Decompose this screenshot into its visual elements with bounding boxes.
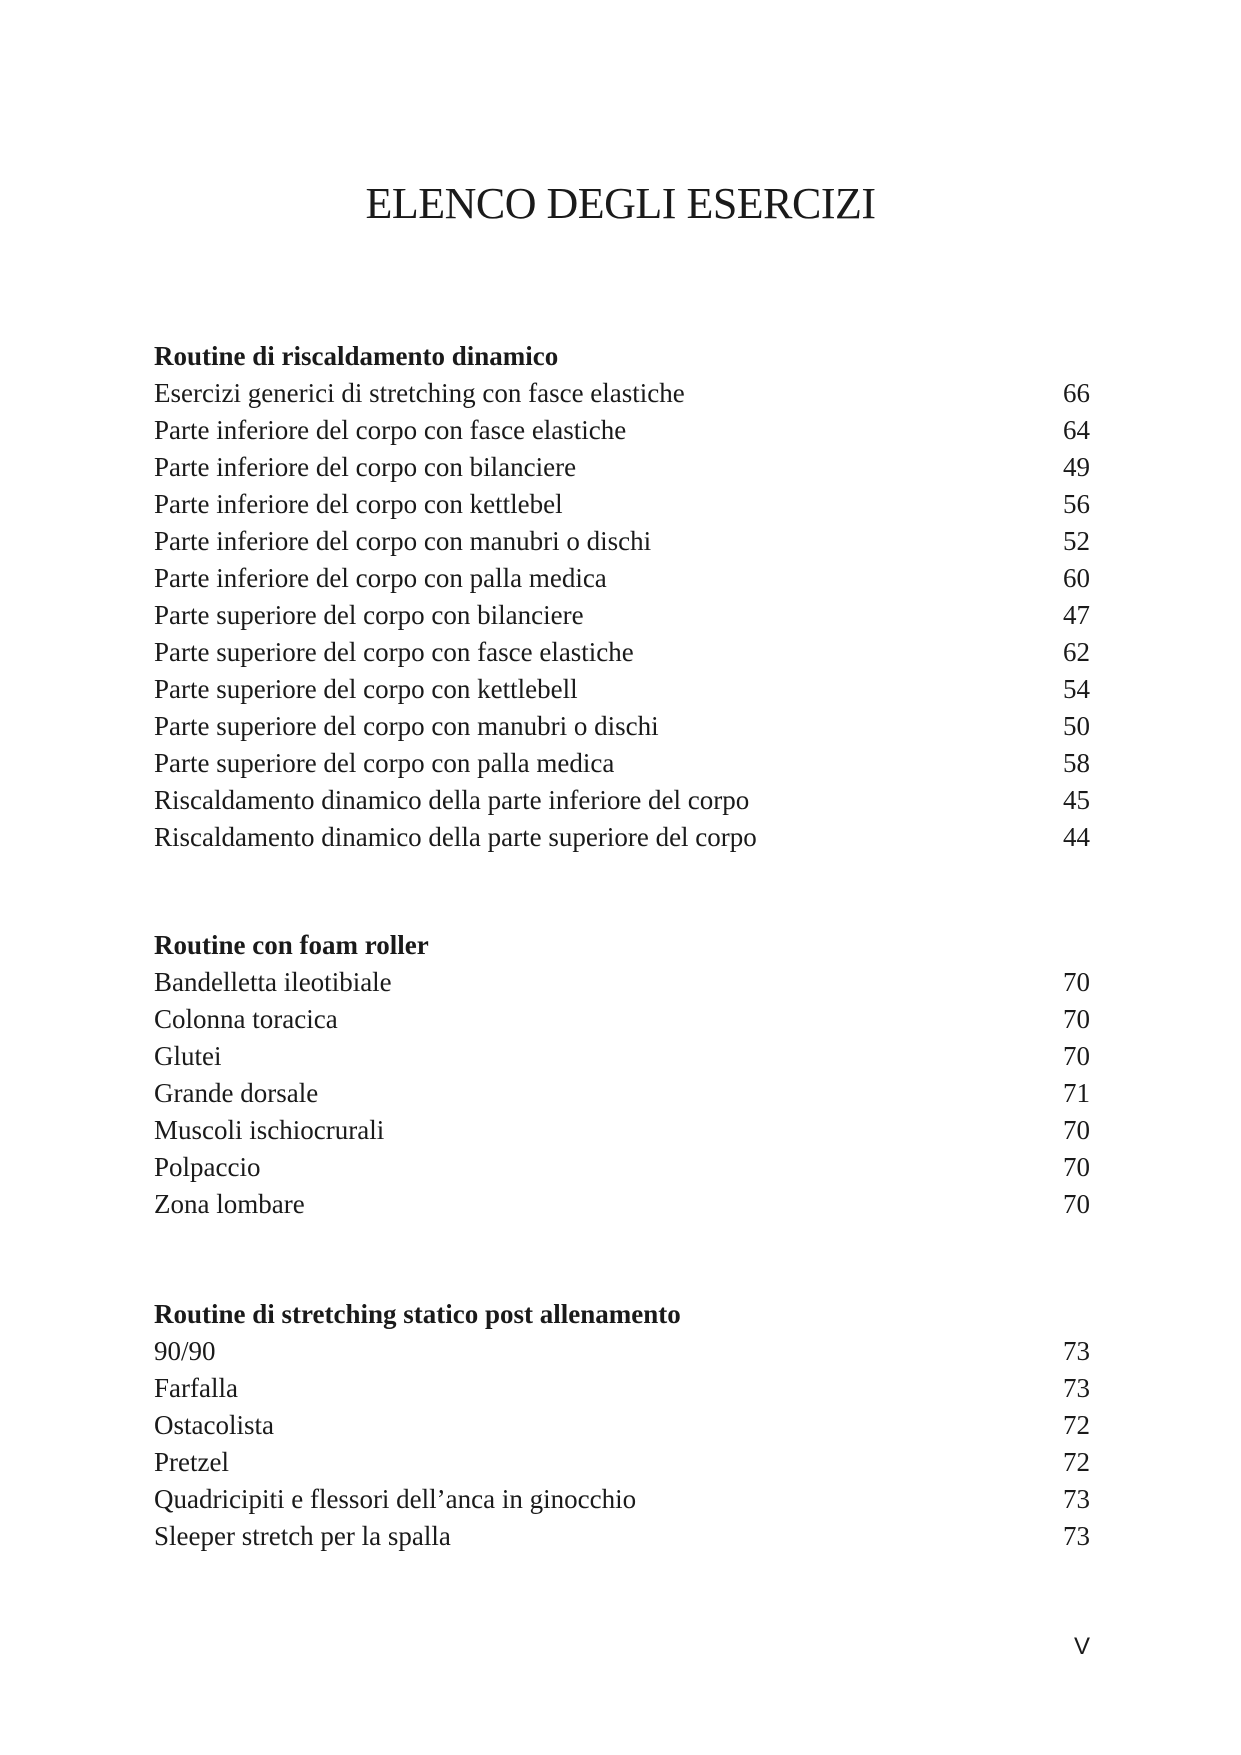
entry-label: Sleeper stretch per la spalla xyxy=(154,1521,451,1551)
entry-page: 45 xyxy=(1063,785,1090,815)
list-item xyxy=(154,1407,1090,1444)
entry-label: Riscaldamento dinamico della parte inferiore del corpo xyxy=(154,785,750,815)
entry-label: Parte superiore del corpo con palla medica xyxy=(154,748,615,778)
entry-page: 71 xyxy=(1063,1078,1090,1108)
entry-page: 73 xyxy=(1063,1373,1090,1403)
entry-label: Parte inferiore del corpo con fasce elastiche xyxy=(154,415,627,445)
section-heading: Routine di riscaldamento dinamico xyxy=(154,341,559,371)
list-item xyxy=(154,1001,1090,1038)
entry-page: 54 xyxy=(1063,674,1090,704)
list-item xyxy=(154,449,1090,486)
entry-label: Parte superiore del corpo con fasce elastiche xyxy=(154,637,634,667)
list-item xyxy=(154,1481,1090,1518)
entry-page: 73 xyxy=(1063,1484,1090,1514)
list-item xyxy=(154,486,1090,523)
entry-label: Pretzel xyxy=(154,1447,229,1477)
list-item xyxy=(154,1518,1090,1555)
list-item xyxy=(154,560,1090,597)
list-item xyxy=(154,412,1090,449)
list-item xyxy=(154,1149,1090,1186)
section-foam-roller xyxy=(154,927,1090,1223)
entry-page: 56 xyxy=(1063,489,1090,519)
section-heading: Routine con foam roller xyxy=(154,930,429,960)
entry-page: 70 xyxy=(1063,1189,1090,1219)
entry-label: Bandelletta ileotibiale xyxy=(154,967,392,997)
entry-page: 66 xyxy=(1063,378,1090,408)
entry-page: 72 xyxy=(1063,1410,1090,1440)
list-item xyxy=(154,1370,1090,1407)
entry-label: Parte inferiore del corpo con palla medica xyxy=(154,563,607,593)
entry-page: 73 xyxy=(1063,1521,1090,1551)
entry-page: 44 xyxy=(1063,822,1090,852)
section-heading: Routine di stretching statico post allenamento xyxy=(154,1299,681,1329)
list-item xyxy=(154,597,1090,634)
section-static-stretching xyxy=(154,1296,1090,1555)
page-title: ELENCO DEGLI ESERCIZI xyxy=(365,179,876,228)
entry-page: 70 xyxy=(1063,1041,1090,1071)
list-item xyxy=(154,745,1090,782)
entry-label: Colonna toracica xyxy=(154,1004,338,1034)
entry-page: 72 xyxy=(1063,1447,1090,1477)
entry-label: Grande dorsale xyxy=(154,1078,319,1108)
list-item xyxy=(154,1038,1090,1075)
entry-label: Parte inferiore del corpo con kettlebel xyxy=(154,489,563,519)
list-item xyxy=(154,782,1090,819)
entry-label: Esercizi generici di stretching con fasce elastiche xyxy=(154,378,685,408)
entry-page: 47 xyxy=(1063,600,1090,630)
entry-page: 64 xyxy=(1063,415,1090,445)
entry-page: 70 xyxy=(1063,1115,1090,1145)
entry-label: Parte inferiore del corpo con bilanciere xyxy=(154,452,577,482)
entry-label: Zona lombare xyxy=(154,1189,305,1219)
entry-label: Parte superiore del corpo con kettlebell xyxy=(154,674,578,704)
entry-page: 70 xyxy=(1063,1004,1090,1034)
entry-page: 60 xyxy=(1063,563,1090,593)
list-item xyxy=(154,1112,1090,1149)
list-item xyxy=(154,375,1090,412)
entry-label: Farfalla xyxy=(154,1373,238,1403)
list-item xyxy=(154,634,1090,671)
entry-label: Parte superiore del corpo con bilanciere xyxy=(154,600,584,630)
entry-label: Polpaccio xyxy=(154,1152,261,1182)
entry-page: 62 xyxy=(1063,637,1090,667)
list-item xyxy=(154,819,1090,856)
page-number: V xyxy=(1073,1633,1090,1660)
entry-page: 73 xyxy=(1063,1336,1090,1366)
section-warmup xyxy=(154,338,1090,856)
list-item xyxy=(154,1075,1090,1112)
entry-page: 70 xyxy=(1063,967,1090,997)
entry-page: 50 xyxy=(1063,711,1090,741)
list-item xyxy=(154,1444,1090,1481)
entry-label: Muscoli ischiocrurali xyxy=(154,1115,385,1145)
entry-label: Parte superiore del corpo con manubri o dischi xyxy=(154,711,659,741)
entry-label: Parte inferiore del corpo con manubri o dischi xyxy=(154,526,652,556)
list-item xyxy=(154,1333,1090,1370)
list-item xyxy=(154,523,1090,560)
entry-label: Ostacolista xyxy=(154,1410,274,1440)
entry-label: Riscaldamento dinamico della parte superiore del corpo xyxy=(154,822,757,852)
entry-label: Quadricipiti e flessori dell’anca in ginocchio xyxy=(154,1484,637,1514)
entry-page: 49 xyxy=(1063,452,1090,482)
list-item xyxy=(154,1186,1090,1223)
entry-page: 70 xyxy=(1063,1152,1090,1182)
entry-page: 58 xyxy=(1063,748,1090,778)
entry-label: Glutei xyxy=(154,1041,222,1071)
list-item xyxy=(154,671,1090,708)
list-item xyxy=(154,964,1090,1001)
entry-label: 90/90 xyxy=(154,1336,216,1366)
list-item xyxy=(154,708,1090,745)
entry-page: 52 xyxy=(1063,526,1090,556)
